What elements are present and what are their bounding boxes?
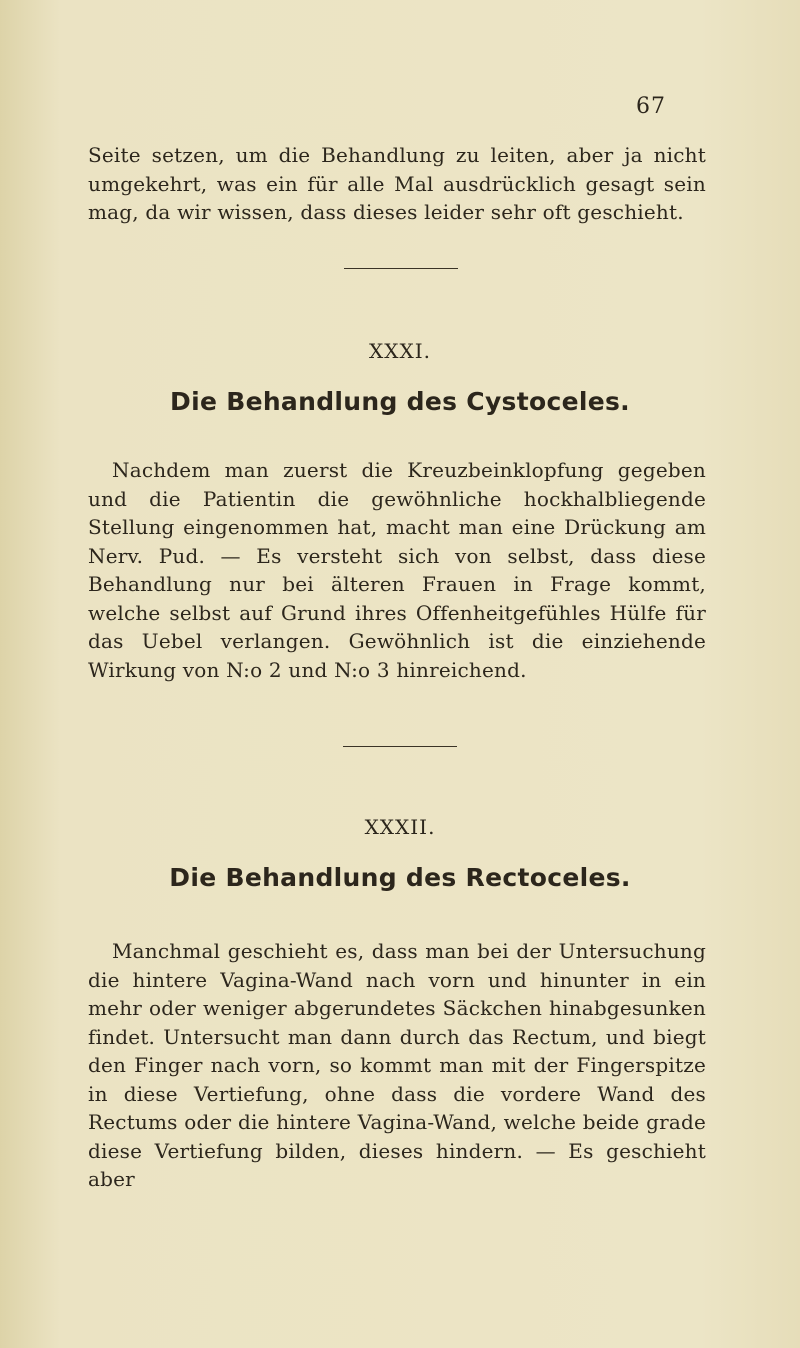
paragraph-cystoceles <box>88 456 706 684</box>
section-heading-cystoceles: Die Behandlung des Cystoceles. <box>170 387 630 416</box>
section-divider <box>343 746 457 747</box>
paragraph-continuation: Seite setzen, um die Behandlung zu leiten, aber ja nicht umgekehrt, was ein für alle Mal ausdrücklich gesagt sein mag, da wir wissen, dass dieses leider sehr oft geschieht. <box>88 143 706 224</box>
section-numeral-xxxi: XXXI. <box>369 339 431 363</box>
section-numeral-xxxii: XXXII. <box>364 815 436 839</box>
page-number: 67 <box>636 94 666 119</box>
paragraph-cystoceles-text: Nachdem man zuerst die Kreuzbeinklopfung gegeben und die Patientin die gewöhnliche hockhalbliegende Stellung eingenommen hat, macht man eine Drückung am Nerv. Pud. — Es versteht sich von selbst, dass diese Behandlung nur bei älteren Frauen in Frage kommt, welche selbst auf Grund ihres Offenheitgefühles Hülfe für das Uebel verlangen. Gewöhnlich ist die einziehende Wirkung von N:o 2 und N:o 3 hinreichend. <box>88 458 706 682</box>
section-divider <box>344 268 458 269</box>
paragraph-rectoceles <box>88 937 706 1194</box>
paragraph-rectoceles-text: Manchmal geschieht es, dass man bei der Untersuchung die hintere Vagina-Wand nach vorn und hinunter in ein mehr oder weniger abgerundetes Säckchen hinabgesunken findet. Untersucht man dann durch das Rectum, und biegt den Finger nach vorn, so kommt man mit der Fingerspitze in diese Vertiefung, ohne dass die vordere Wand des Rectums oder die hintere Vagina-Wand, welche beide grade diese Vertiefung bilden, dieses hindern. — Es geschieht aber <box>88 939 706 1191</box>
section-heading-rectoceles: Die Behandlung des Rectoceles. <box>169 863 631 892</box>
